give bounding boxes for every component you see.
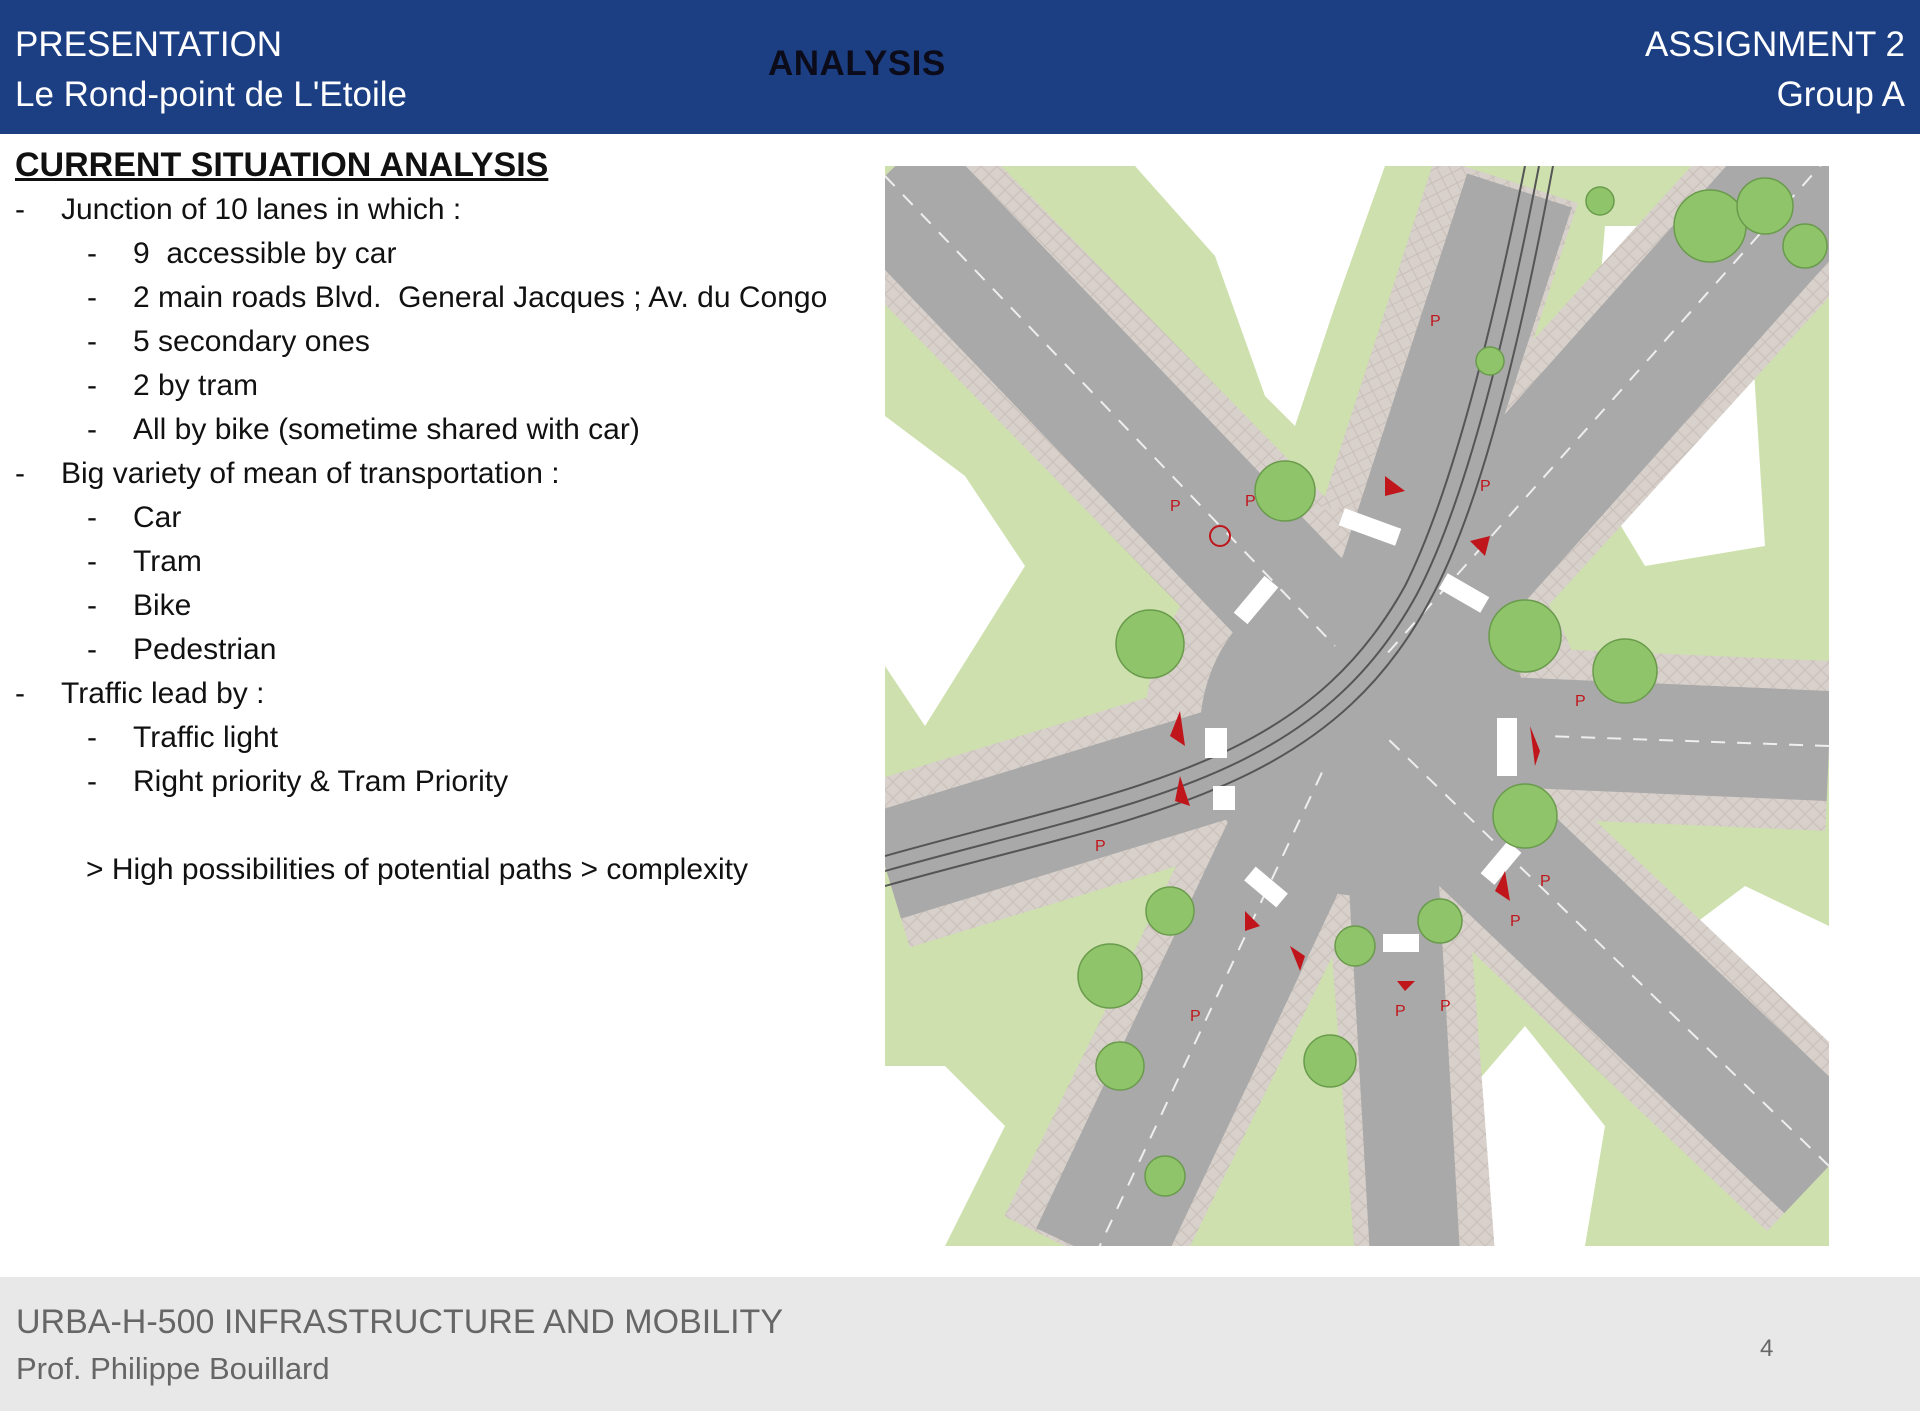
bullet-dash: - xyxy=(87,325,97,358)
parking-marker: P xyxy=(1395,1003,1406,1020)
parking-marker: P xyxy=(1170,498,1181,515)
tree xyxy=(1418,899,1462,943)
section-title: CURRENT SITUATION ANALYSIS xyxy=(15,146,549,184)
parking-marker: P xyxy=(1440,998,1451,1015)
sub-bullet-list xyxy=(61,232,875,452)
crosswalk xyxy=(1213,786,1235,810)
bullet-dash: - xyxy=(87,413,97,446)
header-left xyxy=(15,20,407,120)
bullet-dash: - xyxy=(15,193,25,226)
sub-bullet xyxy=(61,716,875,760)
conclusion-text: > High possibilities of potential paths > complexity xyxy=(86,853,749,886)
parking-marker: P xyxy=(1430,313,1441,330)
sub-bullet-text: Tram xyxy=(133,545,202,578)
page-number: 4 xyxy=(1760,1335,1774,1362)
sub-bullet xyxy=(61,232,875,276)
parking-marker: P xyxy=(1190,1008,1201,1025)
sub-bullet-text: All by bike (sometime shared with car) xyxy=(133,413,640,446)
parking-marker: P xyxy=(1540,873,1551,890)
bullet-label: Big variety of mean of transportation : xyxy=(61,457,560,490)
sub-bullet xyxy=(61,584,875,628)
sub-bullet xyxy=(61,496,875,540)
sub-bullet xyxy=(61,276,875,320)
tree xyxy=(1737,178,1793,234)
parking-marker: P xyxy=(1095,838,1106,855)
tree xyxy=(1493,784,1557,848)
sub-bullet-text: 9 accessible by car xyxy=(133,237,397,270)
bullet-dash: - xyxy=(87,633,97,666)
bullet-dash: - xyxy=(87,721,97,754)
analysis-content xyxy=(15,142,875,892)
sub-bullet xyxy=(61,540,875,584)
sub-bullet-text: Traffic light xyxy=(133,721,279,754)
header-right xyxy=(1645,20,1905,120)
presentation-label: PRESENTATION xyxy=(15,25,283,64)
roundabout-site-plan xyxy=(885,166,1829,1246)
sub-bullet-text: Bike xyxy=(133,589,192,622)
course-title: URBA-H-500 INFRASTRUCTURE AND MOBILITY xyxy=(16,1303,783,1341)
bullet-dash: - xyxy=(87,369,97,402)
parking-marker: P xyxy=(1245,493,1256,510)
bullet-dash: - xyxy=(87,545,97,578)
crosswalk xyxy=(1497,718,1517,776)
crosswalk xyxy=(1205,728,1227,758)
bullet-label: Junction of 10 lanes in which : xyxy=(61,193,462,226)
sub-bullet-text: Car xyxy=(133,501,182,534)
bullet-dash: - xyxy=(15,677,25,710)
professor-name: Prof. Philippe Bouillard xyxy=(16,1351,330,1386)
bullet-dash: - xyxy=(87,281,97,314)
bullet-list xyxy=(15,188,875,804)
sub-bullet-list xyxy=(61,716,875,804)
bullet-dash: - xyxy=(15,457,25,490)
sub-bullet xyxy=(61,760,875,804)
tree xyxy=(1586,187,1614,215)
sub-bullet xyxy=(61,408,875,452)
tree xyxy=(1255,461,1315,521)
tree xyxy=(1078,944,1142,1008)
bullet-label: Traffic lead by : xyxy=(61,677,265,710)
sub-bullet-text: Right priority & Tram Priority xyxy=(133,765,509,798)
tree xyxy=(1116,610,1184,678)
parking-marker: P xyxy=(1510,913,1521,930)
tree xyxy=(1489,600,1561,672)
sub-bullet xyxy=(61,320,875,364)
sub-bullet-text: 2 by tram xyxy=(133,369,259,402)
sub-bullet-text: 5 secondary ones xyxy=(133,325,370,358)
bullet-dash: - xyxy=(87,501,97,534)
bullet-group xyxy=(15,672,875,804)
group-label: Group A xyxy=(1776,75,1905,114)
sub-bullet-text: 2 main roads Blvd. General Jacques ; Av. du Congo xyxy=(133,281,828,314)
sub-bullet-list xyxy=(61,496,875,672)
sub-bullet xyxy=(61,364,875,408)
parking-marker: P xyxy=(1575,693,1586,710)
bullet-group xyxy=(15,188,875,452)
sub-bullet xyxy=(61,628,875,672)
footer-bar xyxy=(0,1277,1920,1411)
assignment-label: ASSIGNMENT 2 xyxy=(1645,25,1905,64)
header-bar xyxy=(0,0,1920,134)
bullet-group xyxy=(15,452,875,672)
header-section-title: ANALYSIS xyxy=(768,44,946,83)
bullet-dash: - xyxy=(87,237,97,270)
bullet-dash: - xyxy=(87,589,97,622)
bullet-dash: - xyxy=(87,765,97,798)
tree xyxy=(1593,639,1657,703)
tree xyxy=(1145,1156,1185,1196)
tree xyxy=(1304,1035,1356,1087)
presentation-subtitle: Le Rond-point de L'Etoile xyxy=(15,75,407,114)
parking-marker: P xyxy=(1480,478,1491,495)
tree xyxy=(1476,347,1504,375)
tree xyxy=(1096,1042,1144,1090)
tree xyxy=(1674,190,1746,262)
crosswalk xyxy=(1383,934,1419,952)
tree xyxy=(1335,926,1375,966)
tree xyxy=(1146,887,1194,935)
sub-bullet-text: Pedestrian xyxy=(133,633,277,666)
tree xyxy=(1783,224,1827,268)
